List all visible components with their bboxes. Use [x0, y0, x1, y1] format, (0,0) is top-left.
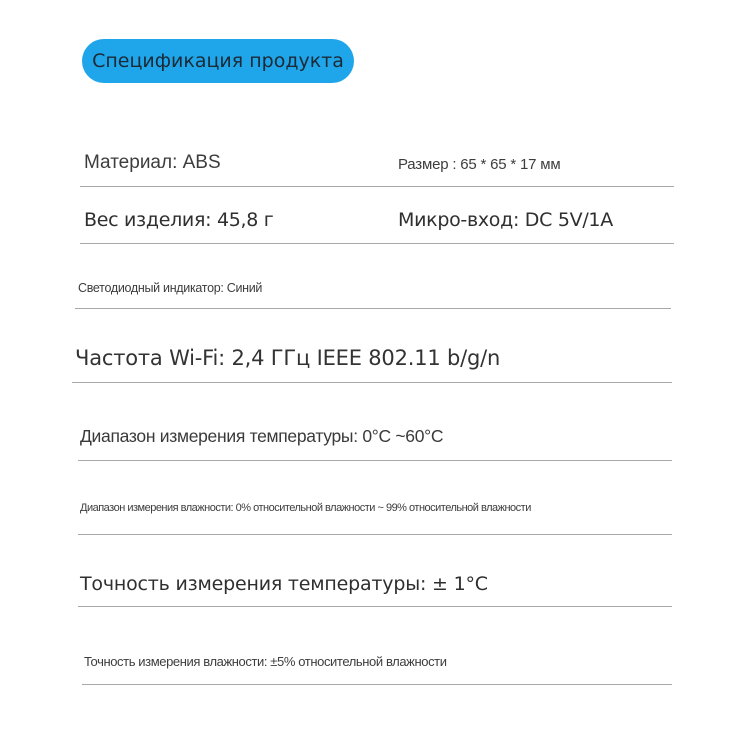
spec-row-humidity-range: [78, 498, 672, 535]
spec-humidity-accuracy: Точность измерения влажности: ±5% относительной влажности: [84, 654, 447, 669]
spec-weight: Вес изделия: 45,8 г: [84, 209, 274, 231]
spec-humidity-range: Диапазон измерения влажности: 0% относительной влажности ~ 99% относительной влажности: [80, 502, 531, 514]
spec-material: Материал: ABS: [84, 152, 221, 173]
spec-title-badge: [82, 39, 354, 83]
spec-row-led: [75, 275, 671, 309]
spec-title: Спецификация продукта: [92, 50, 344, 72]
spec-temp-accuracy: Точность измерения температуры: ± 1°C: [80, 573, 488, 595]
spec-micro-input: Микро-вход: DC 5V/1A: [398, 209, 613, 231]
spec-row-temp-accuracy: [78, 568, 672, 607]
spec-row-temp-range: [78, 420, 672, 461]
spec-wifi: Частота Wi-Fi: 2,4 ГГц IEEE 802.11 b/g/n: [75, 346, 501, 370]
spec-temp-range: Диапазон измерения температуры: 0°C ~60°C: [80, 426, 444, 446]
spec-size: Размер : 65 * 65 * 17 мм: [398, 156, 561, 173]
spec-row-wifi: [72, 340, 672, 383]
spec-row-weight-input: [80, 203, 674, 244]
spec-led: Светодиодный индикатор: Синий: [78, 281, 263, 295]
spec-row-material-size: [80, 148, 674, 187]
spec-row-humidity-accuracy: [82, 650, 672, 685]
